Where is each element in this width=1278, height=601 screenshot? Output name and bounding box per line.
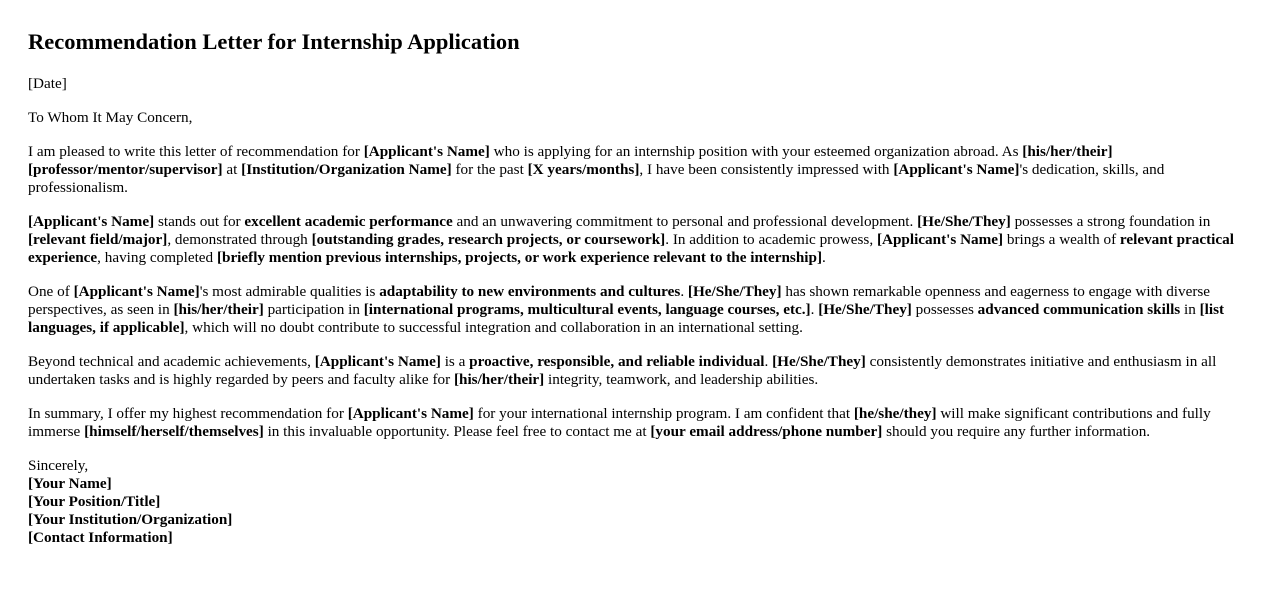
date-placeholder: [Date] <box>28 75 67 92</box>
placeholder-bold-text: [He/She/They] <box>818 301 912 318</box>
body-text: One of <box>28 283 74 300</box>
signature-name <box>28 475 1250 493</box>
placeholder-bold-text: [X years/months] <box>527 161 640 178</box>
placeholder-bold-text: [relevant field/major] <box>28 231 168 248</box>
body-paragraph-4 <box>28 353 1250 389</box>
placeholder-bold-text: [Applicant's Name] <box>28 213 155 230</box>
placeholder-bold-text: relevant practical experience <box>28 231 1234 266</box>
body-text: integrity, teamwork, and leadership abilities. <box>544 371 819 388</box>
body-text: for your international internship program. I am confident that <box>473 405 854 422</box>
placeholder-bold-text: [Applicant's Name] <box>347 405 474 422</box>
signature-contact-text: [Contact Information] <box>28 529 173 546</box>
placeholder-bold-text: [Applicant's Name] <box>363 143 490 160</box>
body-text: has shown remarkable openness and eagerness to engage with diverse perspectives, as seen in <box>28 283 1211 318</box>
signature-contact <box>28 529 1250 547</box>
body-text: 's most admirable qualities is <box>199 283 380 300</box>
placeholder-bold-text: [Institution/Organization Name] <box>241 161 452 178</box>
body-text: brings a wealth of <box>1003 231 1120 248</box>
page-title: Recommendation Letter for Internship Application <box>28 29 520 54</box>
signature-name-text: [Your Name] <box>28 475 112 492</box>
body-text: , demonstrated through <box>167 231 312 248</box>
body-text: in this invaluable opportunity. Please feel free to contact me at <box>263 423 651 440</box>
placeholder-bold-text: proactive, responsible, and reliable individual <box>469 353 765 370</box>
signature-title-text: [Your Position/Title] <box>28 493 161 510</box>
closing-line: Sincerely, <box>28 457 89 474</box>
body-text: I am pleased to write this letter of recommendation for <box>28 143 364 160</box>
body-text: . <box>764 353 773 370</box>
placeholder-bold-text: [his/her/their] <box>173 301 264 318</box>
placeholder-bold-text: [himself/herself/themselves] <box>84 423 264 440</box>
body-text: , I have been consistently impressed with <box>639 161 894 178</box>
body-text: stands out for <box>154 213 245 230</box>
placeholder-bold-text: [his/her/their] [professor/mentor/supervisor] <box>28 143 1113 178</box>
placeholder-bold-text: [his/her/their] <box>453 371 545 388</box>
body-text: . <box>680 283 688 300</box>
placeholder-bold-text: [list languages, if applicable] <box>28 301 1225 336</box>
placeholder-bold-text: advanced communication skills <box>977 301 1181 318</box>
body-text: is a <box>440 353 470 370</box>
placeholder-bold-text: [briefly mention previous internships, projects, or work experience relevant to the internship] <box>216 249 822 266</box>
signature-institution-text: [Your Institution/Organization] <box>28 511 233 528</box>
body-paragraph-5 <box>28 405 1250 441</box>
salutation: To Whom It May Concern, <box>28 109 193 126</box>
placeholder-bold-text: [Applicant's Name] <box>876 231 1004 248</box>
signature-institution <box>28 511 1250 529</box>
body-text: . In addition to academic prowess, <box>665 231 877 248</box>
placeholder-bold-text: [Applicant's Name] <box>314 353 441 370</box>
placeholder-bold-text: adaptability to new environments and cultures <box>379 283 681 300</box>
placeholder-bold-text: [your email address/phone number] <box>650 423 883 440</box>
placeholder-bold-text: [he/she/they] <box>853 405 937 422</box>
body-text: . <box>810 301 819 318</box>
body-paragraph-2 <box>28 213 1250 267</box>
placeholder-bold-text: [Applicant's Name] <box>73 283 200 300</box>
body-text: In summary, I offer my highest recommendation for <box>28 405 348 422</box>
body-text: Beyond technical and academic achievements, <box>28 353 315 370</box>
body-paragraph-1 <box>28 143 1250 197</box>
placeholder-bold-text: [outstanding grades, research projects, or coursework] <box>311 231 666 248</box>
body-text: at <box>222 161 242 178</box>
body-text: 's dedication, skills, and professionalism. <box>28 161 1165 196</box>
placeholder-bold-text: [international programs, multicultural events, language courses, etc.] <box>363 301 811 318</box>
body-text: and an unwavering commitment to personal and professional development. <box>452 213 918 230</box>
placeholder-bold-text: [Applicant's Name] <box>893 161 1020 178</box>
body-text: , having completed <box>97 249 217 266</box>
body-text: . <box>822 249 826 266</box>
body-text: possesses a strong foundation in <box>1010 213 1211 230</box>
body-paragraph-3 <box>28 283 1250 337</box>
body-text: participation in <box>263 301 364 318</box>
body-text: should you require any further information. <box>882 423 1151 440</box>
signature-title <box>28 493 1250 511</box>
body-text: will make significant contributions and fully immerse <box>28 405 1211 440</box>
placeholder-bold-text: [He/She/They] <box>917 213 1011 230</box>
body-text: consistently demonstrates initiative and enthusiasm in all undertaken tasks and is highly regarded by peers and faculty alike for <box>28 353 1217 388</box>
closing-block <box>28 457 1250 547</box>
body-text: who is applying for an internship position with your esteemed organization abroad. As <box>489 143 1023 160</box>
body-text: in <box>1180 301 1200 318</box>
body-text: , which will no doubt contribute to successful integration and collaboration in an international setting. <box>184 319 803 336</box>
body-text: possesses <box>911 301 978 318</box>
placeholder-bold-text: excellent academic performance <box>244 213 453 230</box>
placeholder-bold-text: [He/She/They] <box>772 353 866 370</box>
placeholder-bold-text: [He/She/They] <box>687 283 782 300</box>
body-text: for the past <box>451 161 528 178</box>
